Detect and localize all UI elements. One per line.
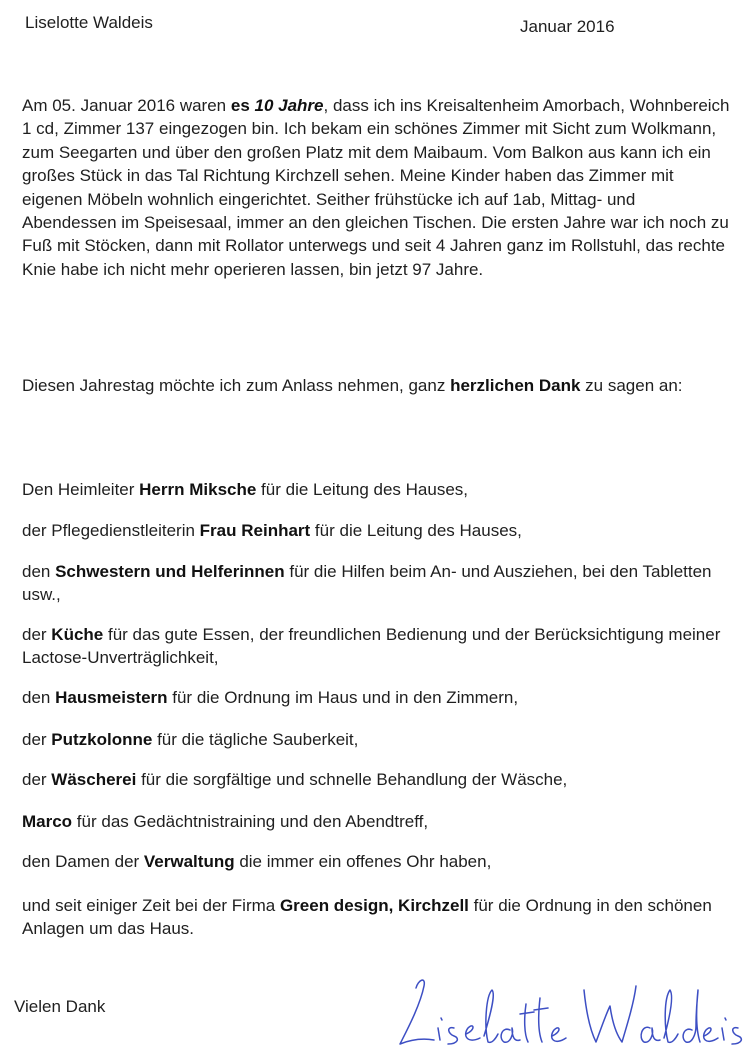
thanks-item-verwaltung [22,850,732,873]
signature-stroke [641,1027,660,1042]
thanks-item-heimleiter [22,478,732,501]
thanks-item-kueche [22,623,732,670]
thanks-reason: für die Leitung des Hauses, [256,480,469,499]
thanks-recipient: Schwestern und Helferinnen [55,562,285,581]
thanks-recipient: Putzkolonne [51,730,153,749]
intro-paragraph [22,94,732,281]
handwritten-signature [388,966,750,1056]
signature-stroke [534,998,548,1042]
thanks-reason: für die Leitung des Hauses, [310,521,522,540]
signature-stroke [683,990,700,1042]
author-name: Liselotte Waldeis [25,13,153,32]
signature-stroke [501,1028,520,1042]
signature-stroke [664,990,678,1042]
thanks-item-hausmeister [22,686,732,709]
signature-stroke [400,980,434,1044]
thanks-recipient: Verwaltung [143,852,235,871]
thanks-reason: die immer ein offenes Ohr haben, [234,852,492,871]
thanks-text: und seit einiger Zeit bei der Firma [22,896,280,915]
letter-date: Januar 2016 [520,17,615,36]
thanks-text: der [22,770,52,789]
thanks-item-schwestern [22,560,732,607]
thanks-text: der [22,625,52,644]
signature-stroke [704,1028,718,1041]
intro-emphasis [231,96,324,115]
intro-text-rest: , dass ich ins Kreisaltenheim Amorbach, Wohnbereich 1 cd, Zimmer 137 eingezogen bin. Ich bekam ein schönes Zimmer mit Sicht zum Wolkmann, zum Seegarten und über den großen Platz mit dem Maibaum. Vom Balkon aus kann ich ein großes Stück in das Tal Richtung Kirchzell sehen. Meine Kinder haben das Zimmer mit eigenen Möbeln wohnlich eingerichtet. Seither frühstücke ich auf 1ab, Mittag- und Abendessen im Speisesaal, immer an den gleichen Tischen. Die ersten Jahre war ich noch zu Fuß mit Stöcken, dann mit Rollator unterwegs und seit 4 Jahren ganz im Rollstuhl, das rechte Knie habe ich nicht mehr operieren lassen, bin jetzt 97 Jahre. [22,96,730,279]
thanks-recipient: Green design, Kirchzell [279,896,469,915]
thanks-item-waescherei [22,768,732,791]
thanks-reason: für die Hilfen beim An- und Ausziehen, bei den Tabletten usw., [22,562,712,605]
thanks-text: den [22,562,56,581]
signature-stroke [484,990,498,1042]
thanks-recipient: Wäscherei [51,770,137,789]
thanks-reason: für die tägliche Sauberkeit, [152,730,359,749]
intro-text-start: Am 05. Januar 2016 waren [22,96,231,115]
thanks-item-marco [22,810,732,833]
signature-stroke [520,1004,534,1042]
thanks-text: der [22,730,52,749]
thanks-reason: für das gute Essen, der freundlichen Bedienung und der Berücksichtigung meiner Lactose-Unverträglichkeit, [22,625,721,668]
signature-stroke [552,1028,566,1041]
thanks-text: den Damen der [22,852,144,871]
thanks-recipient: Hausmeistern [55,688,168,707]
thanks-reason: für die Ordnung im Haus und in den Zimmern, [167,688,519,707]
signature-stroke [448,1028,457,1044]
thanks-lead [22,374,732,397]
intro-emphasis-years: 10 Jahre [254,96,324,115]
thanks-item-green-design [22,894,732,941]
thanks-reason: für die Ordnung in den schönen Anlagen um das Haus. [22,896,712,939]
thanks-recipient: Küche [51,625,104,644]
thanks-text: Den Heimleiter [22,480,140,499]
thanks-item-pflegedienstleitung [22,519,732,542]
signature-stroke [584,986,636,1042]
thanks-reason: für die sorgfältige und schnelle Behandlung der Wäsche, [136,770,568,789]
thanks-recipient: Marco [22,812,73,831]
lead-text-start: Diesen Jahrestag möchte ich zum Anlass nehmen, ganz [22,376,451,395]
thanks-item-putzkolonne [22,728,732,751]
thanks-text: den [22,688,56,707]
lead-emphasis: herzlichen Dank [450,376,581,395]
thanks-recipient: Herrn Miksche [139,480,257,499]
intro-emphasis-word: es [230,96,255,115]
thanks-recipient: Frau Reinhart [199,521,311,540]
lead-text-end: zu sagen an: [580,376,683,395]
signature-stroke [438,1018,442,1040]
signature-stroke [722,1018,726,1040]
signature-stroke [466,1026,480,1040]
closing-text: Vielen Dank [14,997,106,1016]
thanks-reason: für das Gedächtnistraining und den Abendtreff, [72,812,429,831]
signature-stroke [732,1028,741,1044]
thanks-text: der Pflegedienstleiterin [22,521,200,540]
